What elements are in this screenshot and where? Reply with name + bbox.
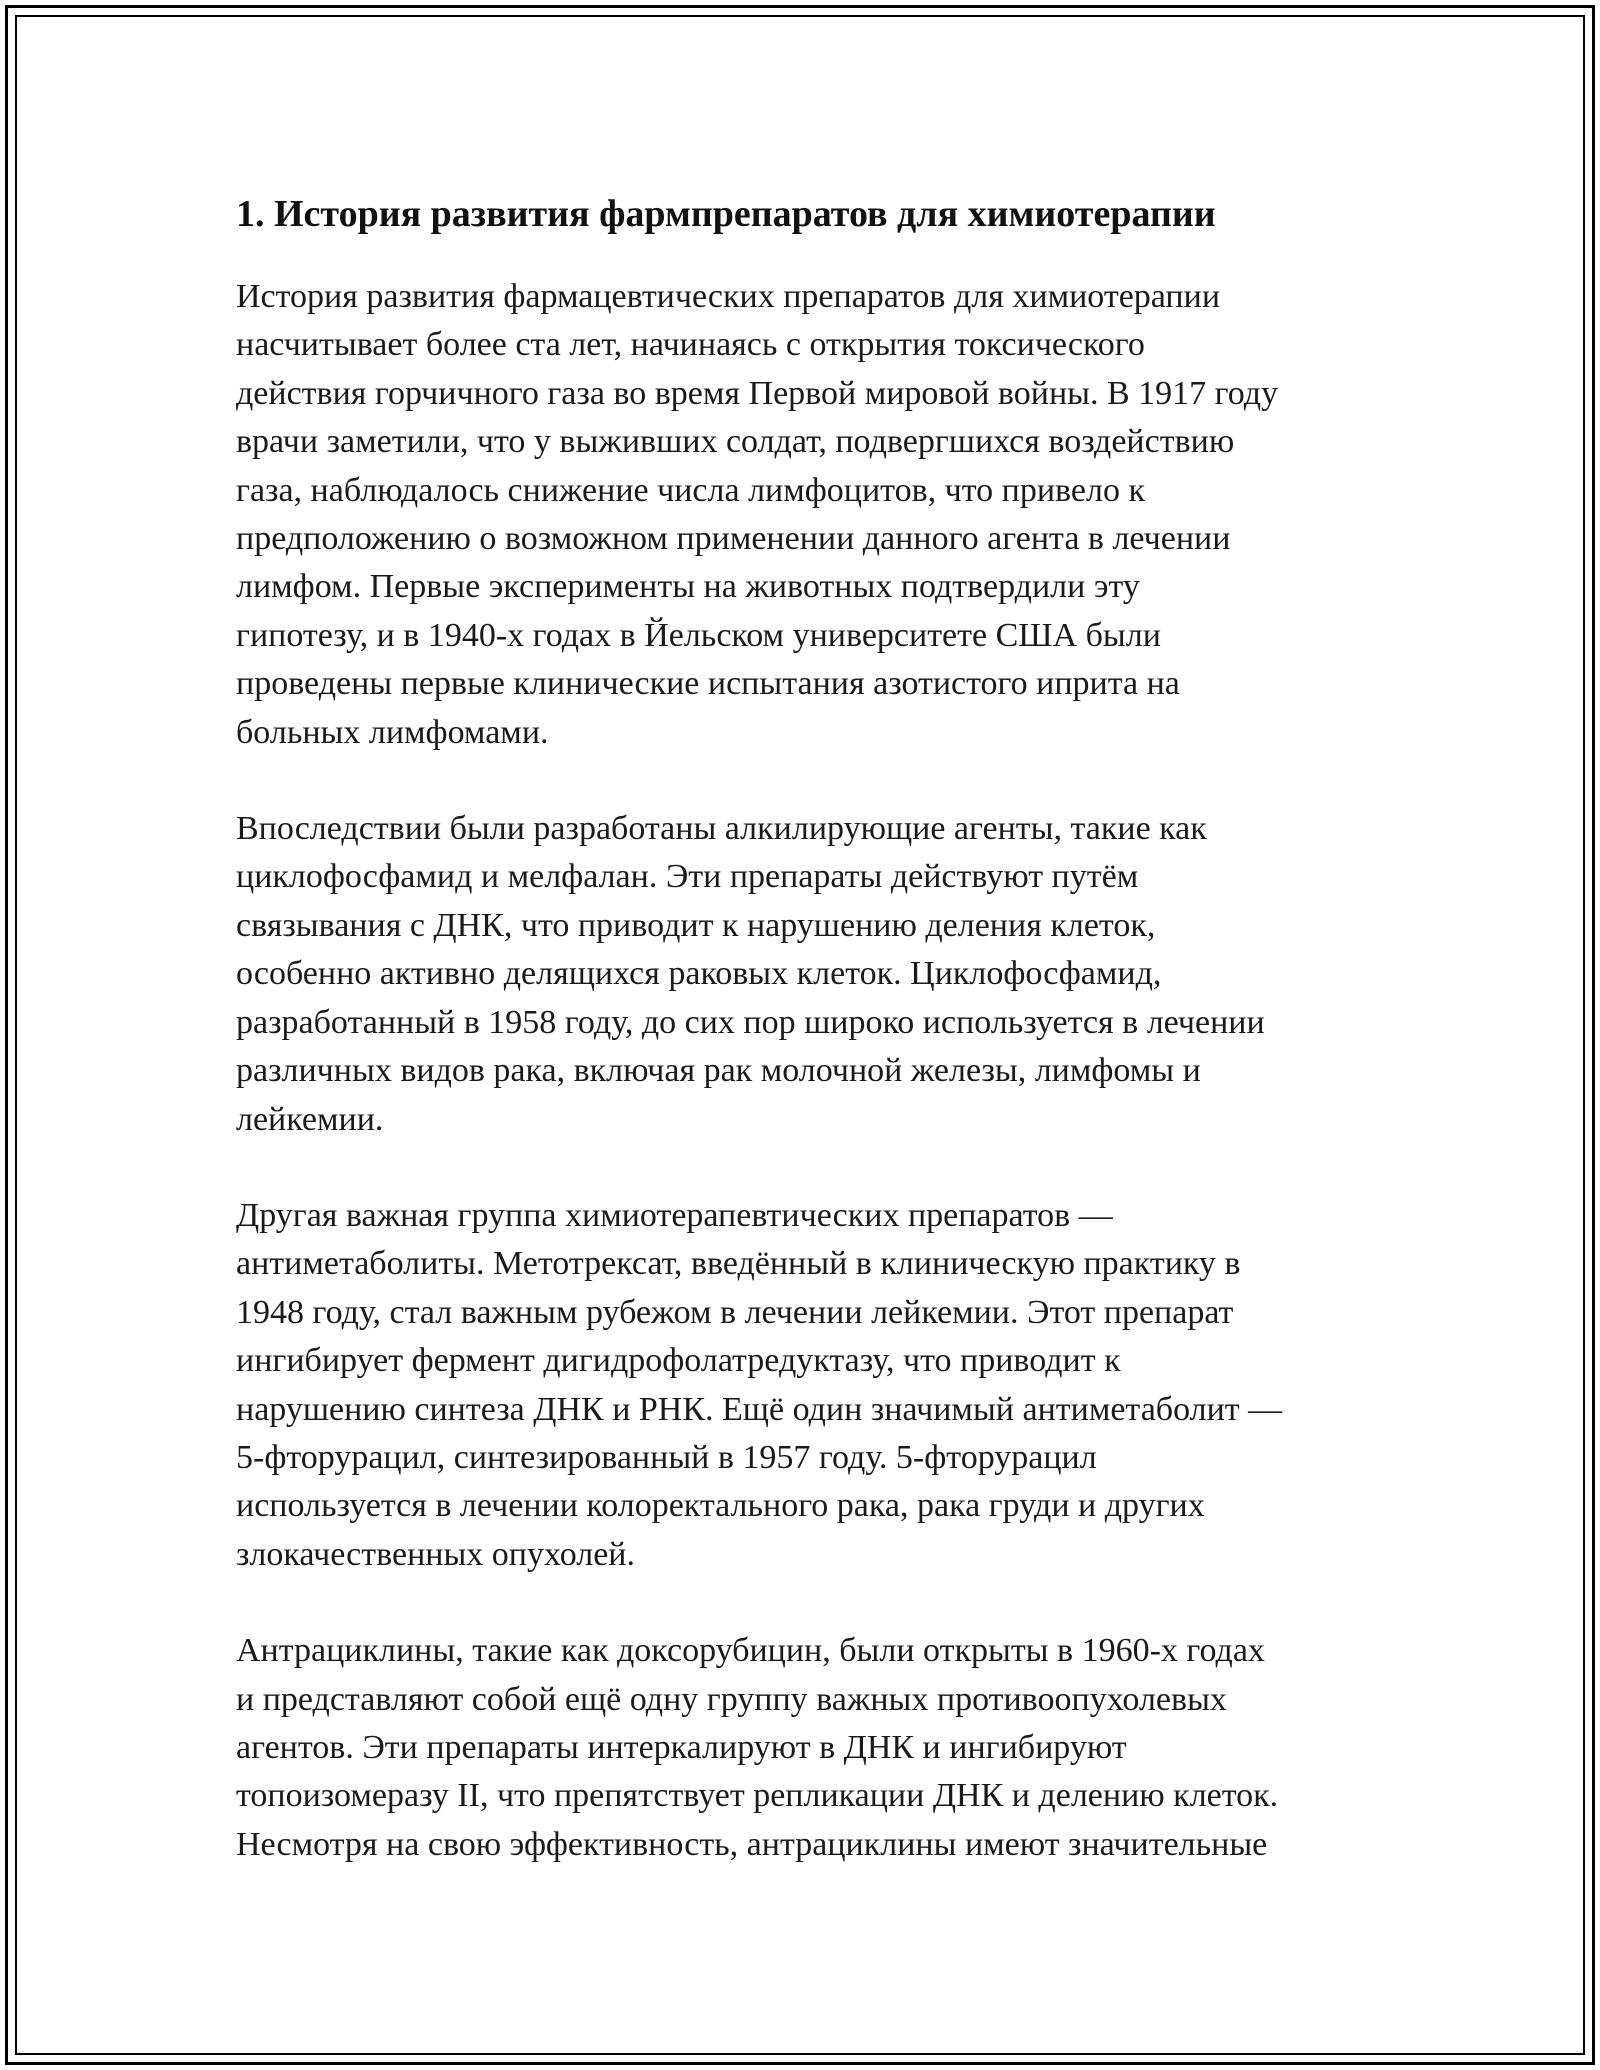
paragraph-line: 5-фторурацил, синтезированный в 1957 году. 5-фторурацил <box>236 1438 1097 1476</box>
paragraph-line: разработанный в 1958 году, до сих пор широко используется в лечении <box>236 1003 1265 1041</box>
paragraph-line: используется в лечении колоректального рака, рака груди и других <box>236 1487 1205 1525</box>
paragraph-line: топоизомеразу II, что препятствует репликации ДНК и делению клеток. <box>236 1777 1279 1815</box>
paragraph-line: агентов. Эти препараты интеркалируют в ДНК и ингибируют <box>236 1728 1127 1766</box>
paragraph-line: Несмотря на свою эффективность, антрациклины имеют значительные <box>236 1825 1268 1863</box>
paragraph-line: антиметаболиты. Метотрексат, введённый в клиническую практику в <box>236 1245 1241 1283</box>
paragraph-line: действия горчичного газа во время Первой мировой войны. В 1917 году <box>236 374 1279 412</box>
paragraph-line: и представляют собой ещё одну группу важных противоопухолевых <box>236 1680 1227 1718</box>
paragraph-line: особенно активно делящихся раковых клеток. Циклофосфамид, <box>236 955 1162 993</box>
paragraph-line: ингибирует фермент дигидрофолатредуктазу, что приводит к <box>236 1342 1121 1380</box>
paragraph-line: больных лимфомами. <box>236 713 549 751</box>
paragraphs-container <box>236 273 1376 1869</box>
paragraph-line: гипотезу, и в 1940-х годах в Йельском университете США были <box>236 616 1161 654</box>
paragraph-line: проведены первые клинические испытания азотистого иприта на <box>236 665 1180 703</box>
paragraph-line: насчитывает более ста лет, начинаясь с открытия токсического <box>236 326 1145 364</box>
paragraph-line: связывания с ДНК, что приводит к нарушению деления клеток, <box>236 906 1156 944</box>
paragraph-line: различных видов рака, включая рак молочной железы, лимфомы и <box>236 1052 1201 1090</box>
paragraph-line: нарушению синтеза ДНК и РНК. Ещё один значимый антиметаболит — <box>236 1390 1283 1428</box>
paragraph <box>236 1627 1376 1869</box>
paragraph-line: циклофосфамид и мелфалан. Эти препараты действуют путём <box>236 858 1139 896</box>
paragraph-line: лейкемии. <box>236 1100 384 1138</box>
paragraph-line: 1948 году, стал важным рубежом в лечении лейкемии. Этот препарат <box>236 1293 1234 1331</box>
paragraph-line: Другая важная группа химиотерапевтических препаратов — <box>236 1196 1113 1234</box>
paragraph-line: врачи заметили, что у выживших солдат, подвергшихся воздействию <box>236 423 1235 461</box>
paragraph-line: Антрациклины, такие как доксорубицин, были открыты в 1960-х годах <box>236 1632 1265 1670</box>
section-heading: 1. История развития фармпрепаратов для химиотерапии <box>236 193 1216 235</box>
paragraph-line: газа, наблюдалось снижение числа лимфоцитов, что привело к <box>236 471 1145 509</box>
paragraph-line: История развития фармацевтических препаратов для химиотерапии <box>236 278 1221 315</box>
paragraph <box>236 805 1376 1144</box>
paragraph <box>236 273 1376 757</box>
paragraph-line: предположению о возможном применении данного агента в лечении <box>236 520 1231 558</box>
document-body <box>236 183 1376 1917</box>
paragraph-line: Впоследствии были разработаны алкилирующие агенты, такие как <box>236 810 1207 848</box>
paragraph-line: лимфом. Первые эксперименты на животных подтвердили эту <box>236 568 1140 606</box>
paragraph-line: злокачественных опухолей. <box>236 1535 636 1573</box>
paragraph <box>236 1192 1376 1579</box>
